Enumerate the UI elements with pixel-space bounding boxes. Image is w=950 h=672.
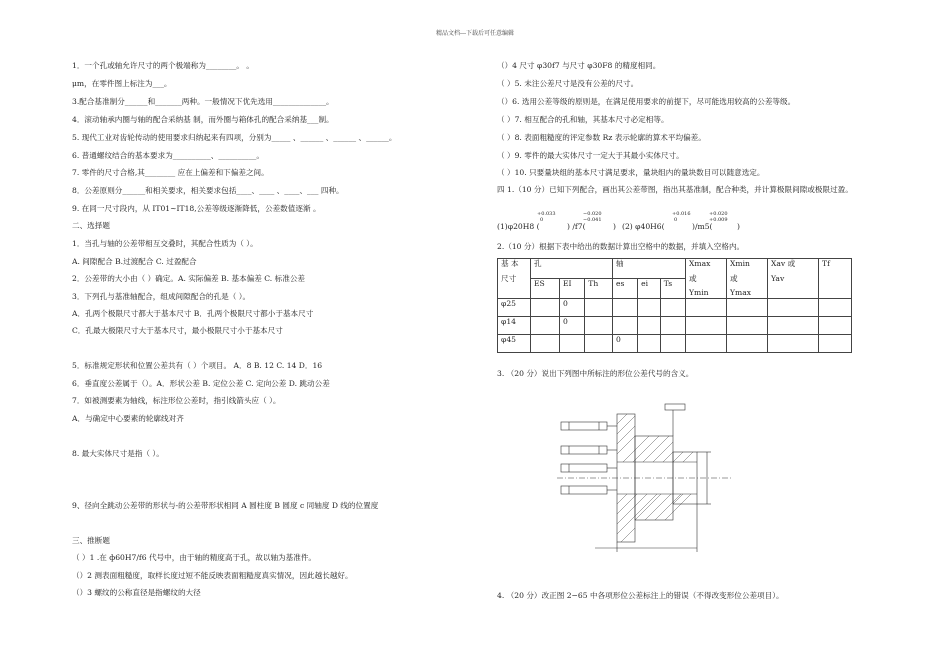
th-yav-label: Yav — [771, 273, 785, 283]
fit1-lower: 0 — [540, 217, 544, 223]
cell-xav — [768, 316, 819, 334]
q-judge-6: （）6. 选用公差等级的原则是，在满足使用要求的前提下，尽可能选用较高的公差等级。 — [497, 97, 796, 106]
table-row — [498, 334, 852, 352]
q-fill-8: 8．公差原则分______和相关要求，相关要求包括____、____ 、____、___ 四种。 — [72, 186, 344, 195]
q-judge-2: （）2 测表面粗糙度，取样长度过短不能反映表面粗糙度真实情况，因此越长越好。 — [72, 571, 353, 580]
th-xav — [768, 259, 819, 299]
cell-xmin — [727, 334, 768, 352]
th-hole: 孔 — [531, 259, 613, 279]
section-judge: 三、推断题 — [72, 536, 110, 545]
th-es-shaft: es — [612, 278, 637, 298]
cell-xav — [768, 334, 819, 352]
cell-ei-shaft — [638, 316, 661, 334]
q-calc-1: 四 1.（10 分）已知下列配合，画出其公差带图，指出其基准制，配合种类，并计算极限间隙或极限过盈。 — [497, 185, 853, 194]
q-choice-3-c: C．孔最大极限尺寸大于基本尺寸，最小极限尺寸小于基本尺寸 — [72, 326, 283, 335]
q-judge-7: （ ）7. 相互配合的孔和轴，其基本尺寸必定相等。 — [497, 115, 669, 124]
q-calc-3: 3. （20 分）说出下列图中所标注的形位公差代号的含义。 — [497, 369, 694, 378]
cell-xmax — [686, 298, 727, 316]
fit2-upper2: +0.020 — [709, 211, 728, 217]
cell-es — [531, 298, 560, 316]
q-fill-5: 5. 现代工业对齿轮传动的使用要求归纳起来有四项，分别为_____ 、______ 、______ 、______。 — [72, 133, 397, 142]
cell-th — [585, 298, 613, 316]
cell-size: φ45 — [498, 334, 531, 352]
q-fill-7: 7. 零件的尺寸合格,其________ 应在上偏差和下偏差之间。 — [72, 168, 269, 177]
q-choice-9: 9、径向全跳动公差带的形状与-的公差带形状相同 A 圆柱度 B 圆度 c 同轴度 D 线的位置度 — [72, 501, 379, 510]
th-ei-shaft: ei — [638, 278, 661, 298]
th-tf: Tf — [819, 259, 852, 299]
th-basic: 基 本 — [501, 259, 519, 268]
q-fill-1b: μm，在零件图上标注为___。 — [72, 79, 172, 88]
fit2-mid: )/m5( — [692, 222, 713, 231]
cell-es-shaft — [612, 298, 637, 316]
fit1-post: ) — [613, 222, 616, 231]
q-fill-3: 3.配合基准制分______和_______两种。一般情况下优先选用______________。 — [72, 97, 334, 106]
q-judge-9: （ ）9. 零件的最大实体尺寸一定大于其最小实体尺寸。 — [497, 151, 684, 160]
fit2-post: ) — [737, 222, 740, 231]
q-choice-2: 2．公差带的大小由（ ）确定。A. 实际偏差 B. 基本偏差 C. 标准公差 — [72, 274, 306, 283]
cell-ts — [660, 298, 685, 316]
cell-ts — [660, 334, 685, 352]
cell-xmax — [686, 316, 727, 334]
fit1-upper: +0.033 — [537, 211, 556, 217]
th-ymin-label: Ymin — [689, 288, 709, 298]
cell-tf — [819, 298, 852, 316]
fit2-lower: 0 — [674, 217, 678, 223]
section-choice: 二、选择题 — [72, 221, 110, 230]
q-fill-6: 6. 普通螺纹结合的基本要求为__________、__________。 — [72, 151, 264, 160]
table-header-row — [498, 259, 852, 279]
q-judge-4: （）4 尺寸 φ30f7 与尺寸 φ30F8 的精度相同。 — [497, 61, 661, 70]
cell-tf — [819, 334, 852, 352]
th-size: 尺寸 — [501, 273, 517, 283]
th-es-hole: ES — [531, 278, 560, 298]
cell-size: φ14 — [498, 316, 531, 334]
th-shaft: 轴 — [612, 259, 685, 279]
tolerance-drawing — [547, 400, 737, 556]
cell-ts — [660, 316, 685, 334]
q-choice-3-ab: A．孔两个极限尺寸都大于基本尺寸 B．孔两个极限尺寸都小于基本尺寸 — [72, 309, 314, 318]
fit1-lower2: −0.041 — [583, 217, 602, 223]
q-fill-1: 1．一个孔或轴允许尺寸的两个极端称为________。 。 — [72, 61, 254, 70]
q-choice-1-options: A. 间隙配合 B.过渡配合 C. 过盈配合 — [72, 257, 197, 266]
th-th: Th — [585, 278, 613, 298]
cell-es — [531, 334, 560, 352]
fit1-mid: ) /f7( — [567, 222, 586, 231]
q-judge-8: （ ）8. 表面粗糙度的评定参数 Rz 表示轮廓的算术平均偏差。 — [497, 133, 706, 142]
q-fill-9: 9. 在同一尺寸段内，从 IT01~IT18,公差等级逐渐降低，公差数值逐渐 。 — [72, 204, 321, 213]
fit2-upper: +0.016 — [672, 211, 691, 217]
cell-xmin — [727, 298, 768, 316]
q-fill-4: 4．滚动轴承内圈与轴的配合采纳基 制，而外圈与箱体孔的配合采纳基___制。 — [72, 115, 334, 124]
th-xmin — [727, 259, 768, 299]
cell-xav — [768, 298, 819, 316]
th-ei-hole: EI — [559, 278, 584, 298]
cell-th — [585, 316, 613, 334]
th-ymax-label: Ymax — [730, 288, 752, 298]
th-xmin-label: Xmin — [730, 259, 750, 268]
table-row — [498, 316, 852, 334]
cell-ei-shaft — [638, 334, 661, 352]
fit1-upper2: −0.020 — [583, 211, 602, 217]
cell-ei-shaft — [638, 298, 661, 316]
q-calc-2: 2.（10 分）根据下表中给出的数据计算出空格中的数据，并填入空格内。 — [497, 242, 745, 251]
table-row — [498, 298, 852, 316]
q-choice-7-a: A．与确定中心要素的轮廓线对齐 — [72, 414, 184, 423]
q-choice-7: 7．如被测要素为轴线，标注形位公差时，指引线箭头应（ ）。 — [72, 396, 281, 405]
fit2-lower2: +0.009 — [709, 217, 728, 223]
cell-tf — [819, 316, 852, 334]
cell-es-shaft: 0 — [612, 334, 637, 352]
tolerance-table — [497, 258, 852, 353]
q-judge-5: （ ）5. 未注公差尺寸是没有公差的尺寸。 — [497, 79, 639, 88]
q-judge-10: （ ）10. 只要量块组的基本尺寸满足要求，量块组内的量块数目可以随意选定。 — [497, 168, 765, 177]
q-judge-3: （）3 螺纹的公称直径是指螺纹的大径 — [72, 588, 201, 597]
fit-expressions — [497, 212, 837, 242]
cell-es-shaft — [612, 316, 637, 334]
th-xav-label: Xav 或 — [771, 259, 796, 268]
cell-es — [531, 316, 560, 334]
q-choice-3: 3．下列孔与基准轴配合，组成间隙配合的孔是（ ）。 — [72, 292, 251, 301]
q-calc-4: 4. （20 分）改正图 2−65 中各项形位公差标注上的错误（不得改变形位公差项目）。 — [497, 591, 784, 600]
th-xmax — [686, 259, 727, 299]
th-or-2: 或 — [730, 273, 738, 283]
cell-size: φ25 — [498, 298, 531, 316]
q-choice-6: 6．垂直度公差属于（）。A．形状公差 B. 定位公差 C. 定向公差 D. 跳动公差 — [72, 379, 330, 388]
th-ts: Ts — [660, 278, 685, 298]
q-choice-1: 1．当孔与轴的公差带相互交叠时，其配合性质为（ ）。 — [72, 239, 258, 248]
q-choice-5: 5．标准规定形状和位置公差共有（ ）个项目。 A．8 B. 12 C. 14 D．16 — [72, 361, 323, 370]
th-xmax-label: Xmax — [689, 259, 711, 268]
th-basic-size — [498, 259, 531, 299]
cell-ei — [559, 334, 584, 352]
fit1-pre: (1)φ20H8 ( — [497, 222, 540, 231]
th-or-1: 或 — [689, 273, 697, 283]
cell-th — [585, 334, 613, 352]
cell-xmin — [727, 316, 768, 334]
q-judge-1: （ ）1 .在 ф60H7/f6 代号中，由于轴的精度高于孔，故以轴为基准件。 — [72, 553, 317, 562]
cell-xmax — [686, 334, 727, 352]
q-choice-8: 8. 最大实体尺寸是指（ ）。 — [72, 449, 164, 458]
page-header: 精品文档---下载后可任意编辑 — [435, 30, 515, 37]
cell-ei: 0 — [559, 316, 584, 334]
cell-ei: 0 — [559, 298, 584, 316]
fit2-pre: (2) φ40H6( — [622, 222, 665, 231]
